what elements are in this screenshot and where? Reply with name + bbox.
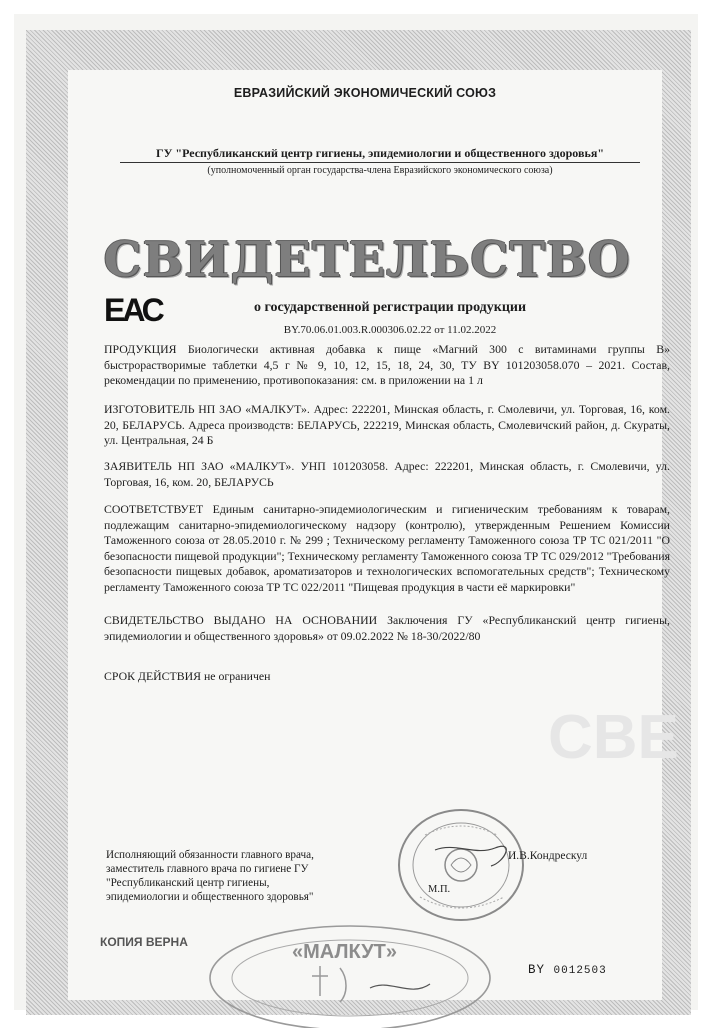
- company-copy-stamp-icon: [200, 918, 500, 1028]
- signatory-line-3: "Республиканский центр гигиены,: [106, 877, 270, 889]
- official-round-stamp-icon: [395, 805, 530, 925]
- applicant-label: ЗАЯВИТЕЛЬ: [104, 459, 172, 473]
- product-section: [104, 342, 670, 389]
- validity-section: [104, 669, 670, 685]
- organization-underline: [120, 162, 640, 163]
- conformity-section: [104, 502, 670, 596]
- signatory-name: И.В.Кондрескул: [508, 850, 588, 862]
- basis-section: [104, 613, 670, 644]
- basis-label: СВИДЕТЕЛЬСТВО ВЫДАНО НА ОСНОВАНИИ: [104, 613, 378, 627]
- organization-note: (уполномоченный орган государства-члена Евразийского экономического союза): [207, 165, 553, 176]
- watermark-icon: [548, 700, 688, 770]
- registration-number: BY.70.06.01.003.R.000306.02.22 от 11.02.2022: [283, 324, 497, 336]
- signatory-block: [106, 848, 366, 904]
- validity-text: не ограничен: [203, 669, 271, 683]
- manufacturer-label: ИЗГОТОВИТЕЛЬ: [104, 402, 195, 416]
- eac-mark-icon: ЕАС: [104, 292, 162, 328]
- union-header: ЕВРАЗИЙСКИЙ ЭКОНОМИЧЕСКИЙ СОЮЗ: [233, 86, 497, 100]
- copy-certified-mark: КОПИЯ ВЕРНА: [100, 935, 188, 949]
- manufacturer-text: НП ЗАО «МАЛКУТ». Адрес: 222201, Минская область, г. Смолевичи, ул. Торговая, 16, ком. 20, БЕЛАРУСЬ. Адреса производств: БЕЛАРУСЬ, 222219, Минская область, Смолевичский район, д. Скураты, ул. Центральная, 24 Б: [104, 402, 670, 448]
- validity-label: СРОК ДЕЙСТВИЯ: [104, 669, 202, 683]
- certificate-subtitle: о государственной регистрации продукции: [253, 300, 527, 315]
- certificate-title: СВИДЕТЕЛЬСТВО: [103, 232, 631, 288]
- basis-text: Заключения ГУ «Республиканский центр гигиены, эпидемиологии и общественного здоровья» от 09.02.2022 № 18-30/2022/80: [104, 613, 670, 643]
- company-stamp-text: «МАЛКУТ»: [292, 941, 397, 963]
- conformity-text: Единым санитарно-эпидемиологическим и гигиеническим требованиям к товарам, подлежащим санитарно-эпидемиологическому надзору (контролю), утвержденным Решением Комиссии Таможенного союза от 28.05.2010 г. № 299 ; Техническому регламенту Таможенного союза ТР ТС 021/2011 "О безопасности пищевой продукции"; Техническому регламенту Таможенного союза ТР ТС 029/2012 "Требования безопасности пищевых добавок, ароматизаторов и технологических вспомогательных средств"; Техническому регламенту Таможенного союза ТР ТС 022/2011 "Пищевая продукция в части её маркировки": [104, 502, 671, 594]
- serial-number: [528, 963, 607, 977]
- product-text: Биологически активная добавка к пище «Магний 300 с витаминами группы В» быстрорастворимые таблетки 4,5 г № 9, 10, 12, 15, 18, 24, 30, ТУ BY 101203058.070 – 2021. Состав, рекомендации по применению, противопоказания: см. в приложении на 1 л: [104, 342, 670, 388]
- serial-digits: 0012503: [553, 965, 607, 977]
- manufacturer-section: [104, 402, 670, 449]
- serial-prefix: BY: [528, 963, 546, 977]
- signatory-line-2: заместитель главного врача по гигиене ГУ: [106, 863, 309, 875]
- seal-place-mark: М.П.: [428, 884, 451, 895]
- svg-text:СВЕ: СВЕ: [548, 703, 679, 770]
- applicant-text: НП ЗАО «МАЛКУТ». УНП 101203058. Адрес: 222201, Минская область, г. Смолевичи, ул. Торговая, 16, ком. 20, БЕЛАРУСЬ: [104, 459, 670, 489]
- product-label: ПРОДУКЦИЯ: [104, 342, 177, 356]
- signatory-line-1: Исполняющий обязанности главного врача,: [106, 849, 314, 861]
- conformity-label: СООТВЕТСТВУЕТ: [104, 502, 204, 516]
- issuing-organization: ГУ "Республиканский центр гигиены, эпидемиологии и общественного здоровья": [155, 146, 604, 160]
- applicant-section: [104, 459, 670, 490]
- signatory-line-4: эпидемиологии и общественного здоровья": [106, 891, 314, 903]
